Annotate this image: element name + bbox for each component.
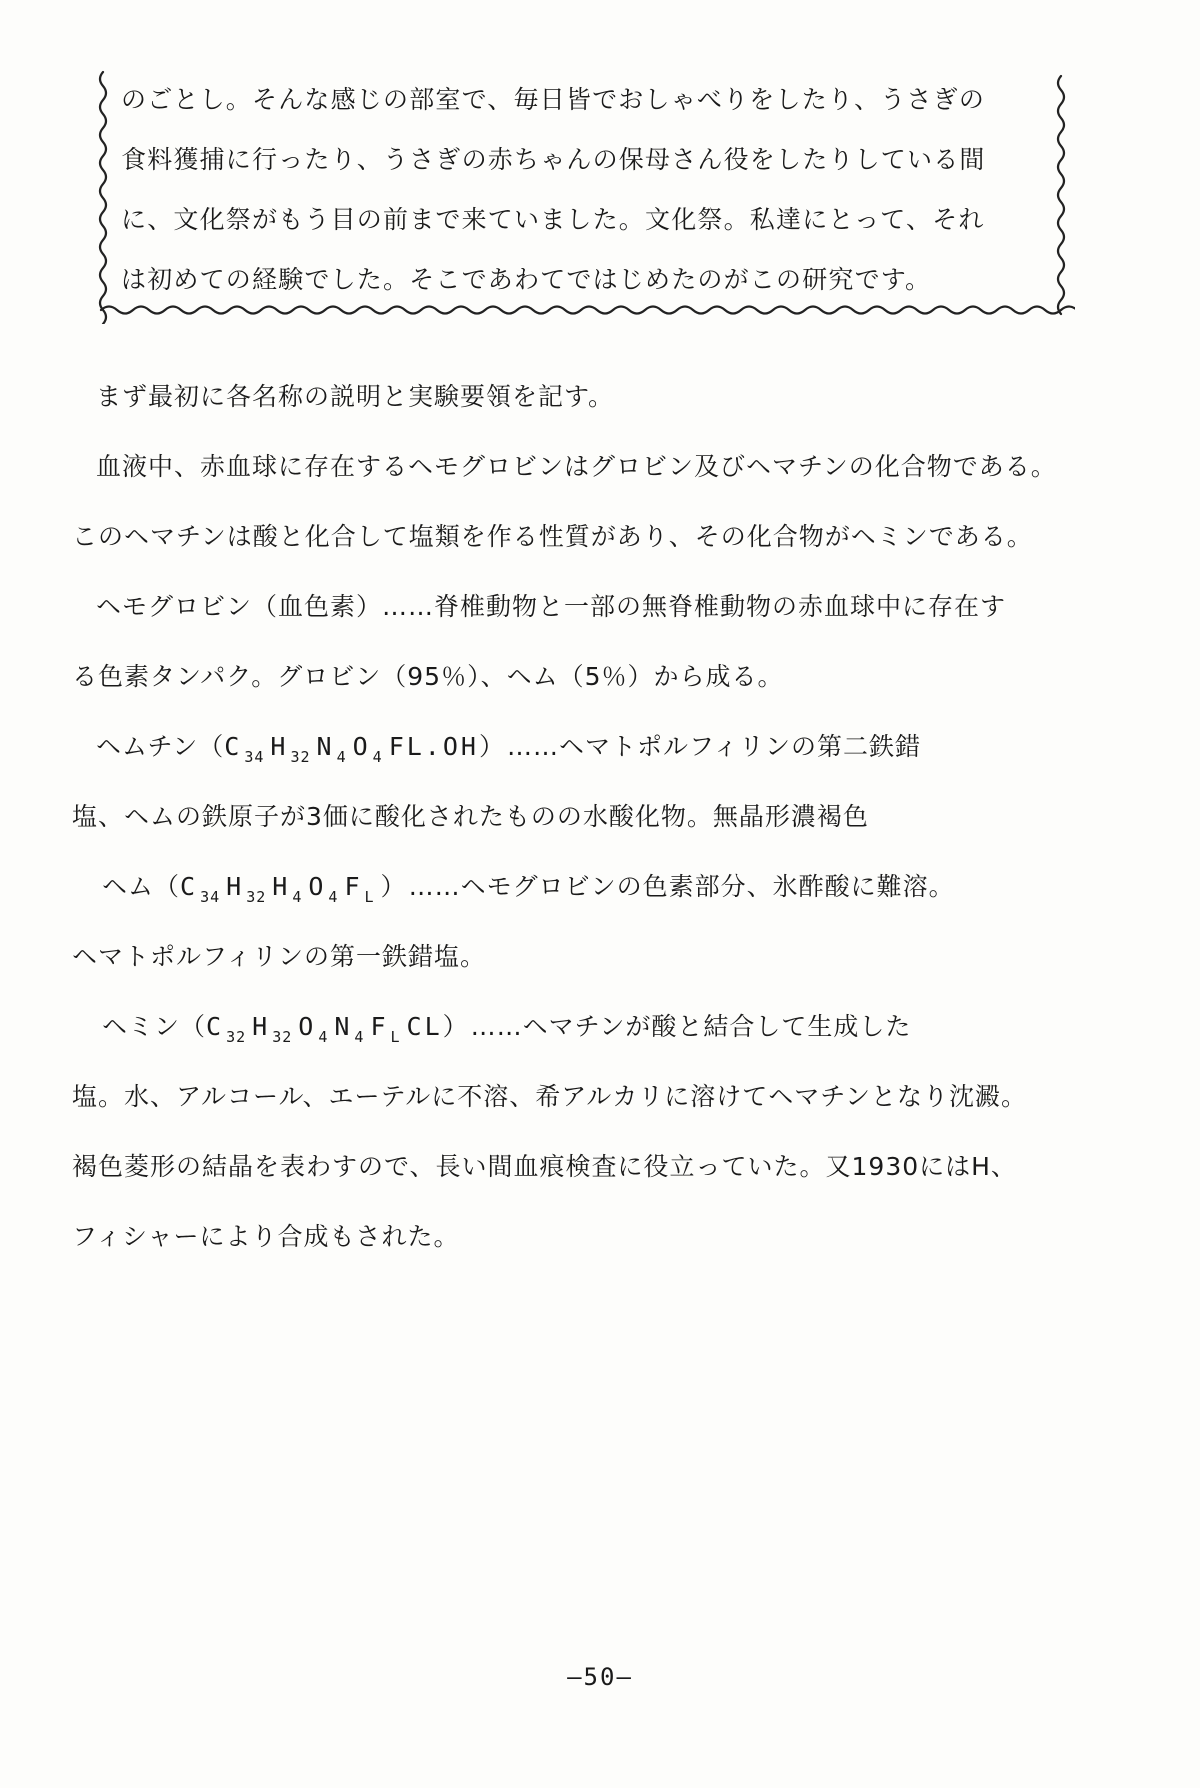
hematin-line-2: 塩、ヘムの鉄原子が3価に酸化されたものの水酸化物。無晶形濃褐色: [72, 802, 869, 831]
heme-name: ヘム（: [102, 872, 181, 901]
hematin-line-1: [72, 712, 1132, 782]
body-text: [72, 362, 1132, 1272]
hemin-description: ……ヘマチンが酸と結合して生成した: [470, 1012, 912, 1041]
paragraph-1-line-1: 血液中、赤血球に存在するヘモグロビンはグロビン及びヘマチンの化合物である。: [96, 452, 1057, 481]
paragraph-1-line-2: このヘマチンは酸と化合して塩類を作る性質があり、その化合物がヘミンである。: [72, 522, 1033, 551]
heme-description: ……ヘモグロビンの色素部分、氷酢酸に難溶。: [408, 872, 955, 901]
hemin-line-3: 褐色菱形の結晶を表わすので、長い間血痕検査に役立っていた。又1930にはH、: [72, 1152, 1017, 1181]
hemin-line-2: 塩。水、アルコール、エーテルに不溶、希アルカリに溶けてヘマチンとなり沈澱。: [72, 1082, 1028, 1111]
hemin-name: ヘミン（: [102, 1012, 207, 1041]
hematin-description: ……ヘマトポルフィリンの第二鉄錯: [506, 732, 921, 761]
hemin-formula: C $_{32}$ H $_{32}$ O $_4$ N $_4$ F $_L$ CL）: [206, 1012, 471, 1046]
hematin-formula: C $_{34}$ H $_{32}$ N $_4$ O $_4$ FL.OH）: [224, 732, 507, 766]
hemin-line-4: フィシャーにより合成もされた。: [72, 1222, 460, 1251]
hematin-name: ヘムチン（: [96, 732, 225, 761]
hemin-line-1: [72, 992, 1132, 1062]
heme-line-2: ヘマトポルフィリンの第一鉄錯塩。: [72, 942, 487, 971]
hemoglobin-line-2: る色素タンパク。グロビン（95％）、ヘム（5％）から成る。: [72, 662, 784, 691]
intro-sentence: まず最初に各名称の説明と実験要領を記す。: [96, 382, 615, 411]
intro-line-1: のごとし。そんな感じの部室で、毎日皆でおしゃべりをしたり、うさぎの: [121, 85, 986, 114]
intro-line-3: に、文化祭がもう目の前まで来ていました。文化祭。私達にとって、それ: [121, 205, 985, 234]
hemoglobin-line-1: ヘモグロビン（血色素）……脊椎動物と一部の無脊椎動物の赤血球中に存在す: [96, 592, 1007, 621]
intro-box-text: [121, 70, 1051, 310]
page-number: —50—: [567, 1663, 633, 1691]
intro-line-2: 食料獲捕に行ったり、うさぎの赤ちゃんの保母さん役をしたりしている間: [121, 145, 986, 174]
heme-line-1: [72, 852, 1132, 922]
intro-line-4: は初めての経験でした。そこであわてではじめたのがこの研究です。: [121, 265, 932, 294]
heme-formula: C $_{34}$ H $_{32}$ H $_4$ O $_4$ F $_L$ ）: [180, 872, 409, 906]
intro-box: [95, 62, 1075, 324]
